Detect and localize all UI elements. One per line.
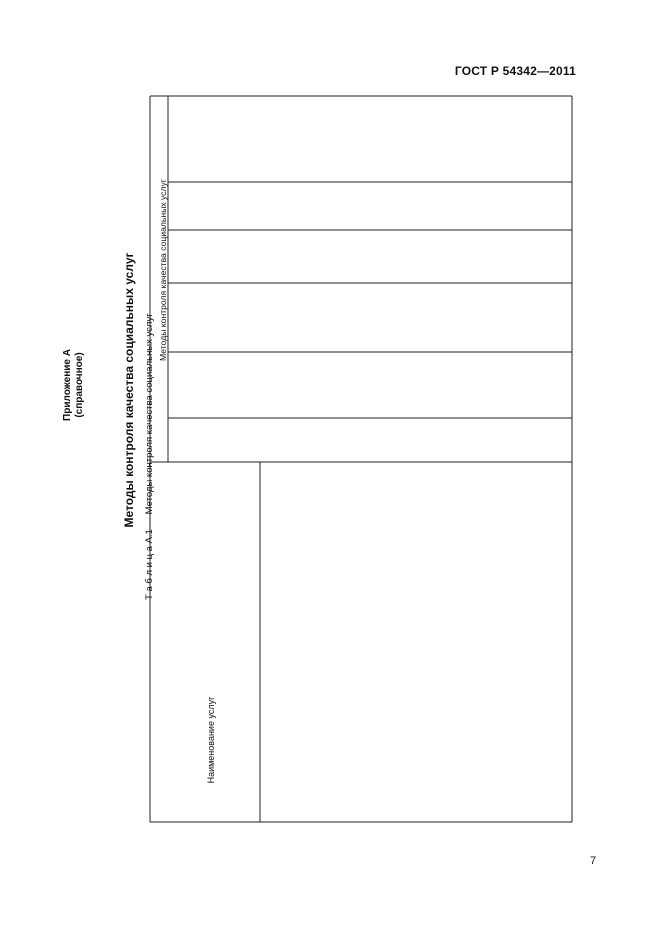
methods-header: Методы контроля качества социальных услуг	[158, 179, 168, 361]
service-header: Наименование услуг	[206, 696, 216, 784]
appendix-subtitle: (справочное)	[74, 352, 85, 418]
document-code: ГОСТ Р 54342—2011	[454, 64, 576, 78]
main-title: Методы контроля качества социальных услуг	[122, 252, 136, 528]
table-caption: Т а б л и ц а А.1 — Методы контроля качества социальных услуг	[144, 313, 155, 600]
appendix-label: Приложение А	[62, 349, 73, 421]
page-number: 7	[590, 855, 597, 867]
